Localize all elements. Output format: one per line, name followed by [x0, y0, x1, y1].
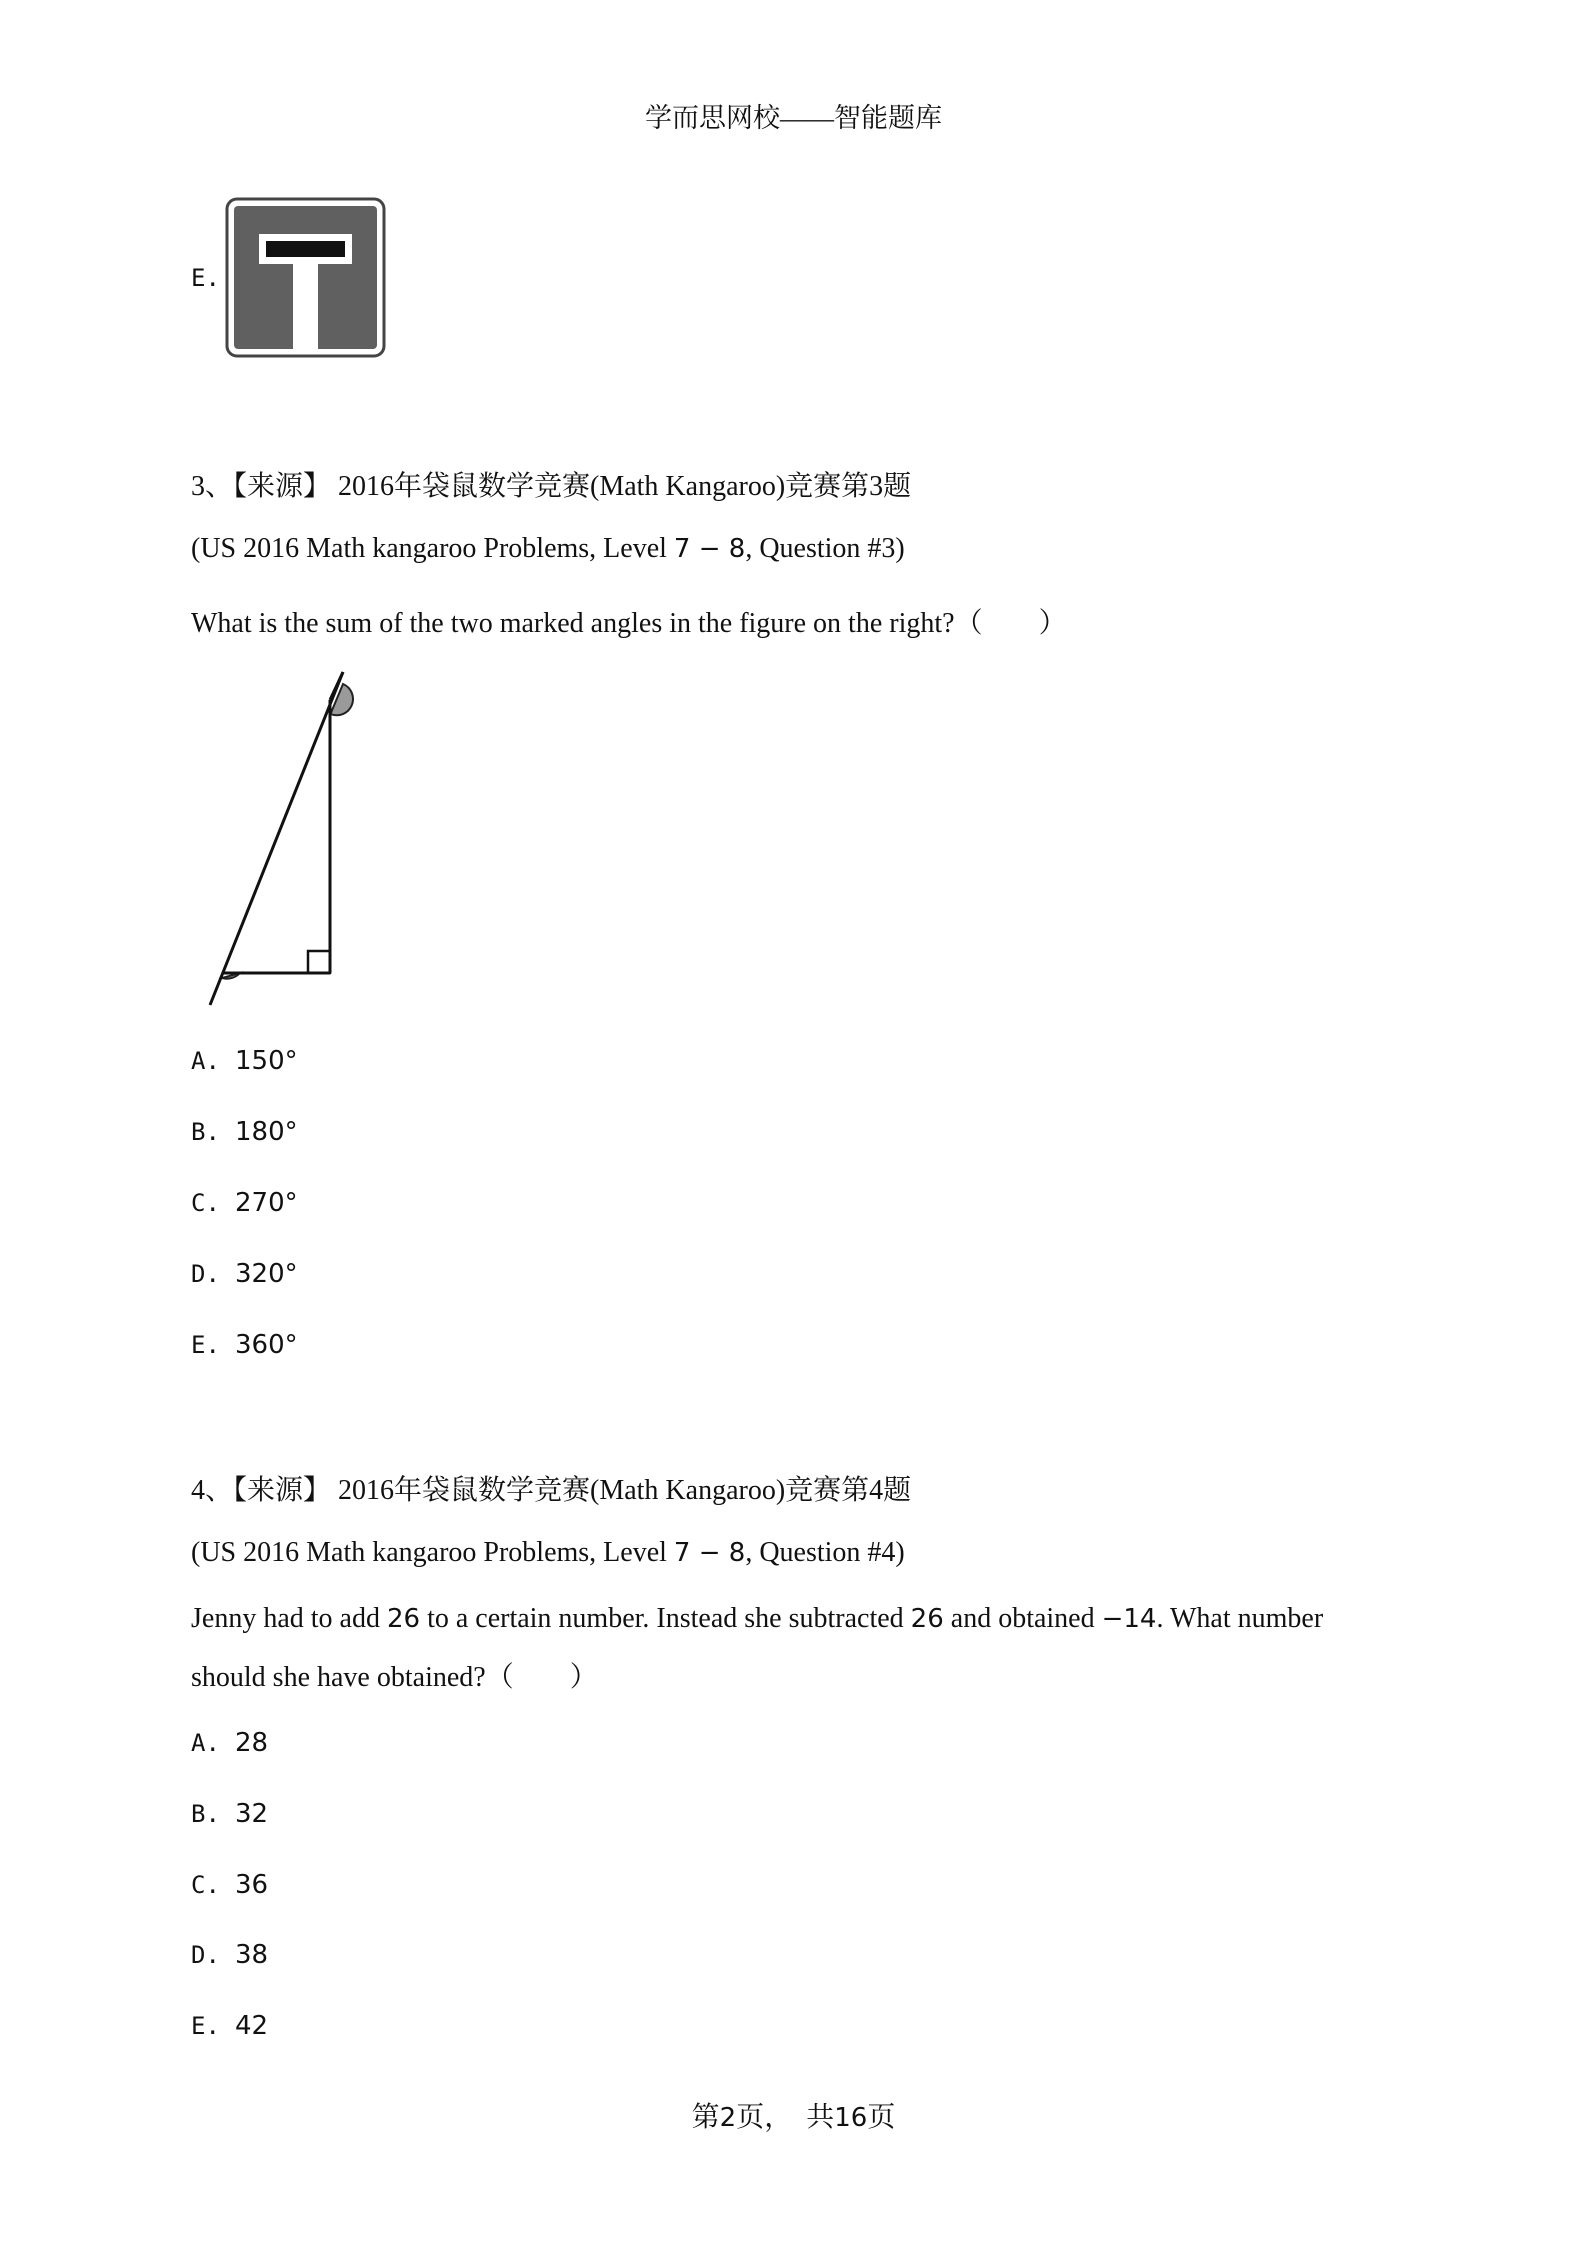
q4-ref-prefix: (US 2016 Math kangaroo Problems, Level: [191, 1537, 674, 1568]
q4-text: Jenny had to add: [191, 1603, 387, 1634]
q4-number: 26: [910, 1604, 944, 1634]
q4-ref-suffix: , Question #4): [745, 1537, 905, 1568]
q4-option-e: [191, 2010, 268, 2042]
footer-text: 页: [867, 2102, 896, 2133]
option-value: 320°: [235, 1259, 298, 1289]
q3-option-c: [191, 1187, 298, 1219]
option-letter: A.: [191, 1729, 220, 1757]
footer-text: 页， 共: [736, 2102, 835, 2133]
q4-option-c: [191, 1869, 268, 1901]
option-value: 36: [235, 1870, 269, 1900]
q3-ref-prefix: (US 2016 Math kangaroo Problems, Level: [191, 533, 674, 564]
page-footer: [0, 2095, 1587, 2135]
page-header-title: 学而思网校——智能题库: [645, 103, 942, 133]
option-letter: B.: [191, 1118, 220, 1146]
q3-source-line: 3、【来源】 2016年袋鼠数学竞赛(Math Kangaroo)竞赛第3题: [191, 471, 912, 502]
q4-text: . What number: [1156, 1603, 1324, 1634]
q3-option-b: [191, 1116, 298, 1148]
option-value: 360°: [235, 1330, 298, 1360]
q4-number: 26: [386, 1604, 421, 1634]
option-value: 150°: [235, 1046, 298, 1076]
option-letter: A.: [191, 1047, 220, 1075]
q3-option-d: [191, 1258, 298, 1290]
option-value: 38: [235, 1940, 269, 1970]
option-letter: B.: [191, 1800, 220, 1828]
t-shape-figure: [225, 197, 387, 359]
option-letter: E.: [191, 264, 220, 292]
option-letter: C.: [191, 1871, 220, 1899]
q4-number: −14: [1101, 1604, 1157, 1634]
q4-source-line: 4、【来源】 2016年袋鼠数学竞赛(Math Kangaroo)竞赛第4题: [191, 1475, 912, 1506]
q3-option-e: [191, 1329, 298, 1361]
footer-total-pages: 16: [834, 2103, 868, 2133]
q4-option-a: [191, 1727, 268, 1759]
q4-ref-level: 7 − 8: [673, 1538, 746, 1568]
option-letter: E.: [191, 1331, 220, 1359]
option-letter: D.: [191, 1260, 220, 1288]
q4-question-line1: [191, 1603, 1323, 1635]
q3-option-a: [191, 1045, 298, 1077]
q3-ref-level: 7 − 8: [673, 534, 746, 564]
q4-question-line2: should she have obtained?（ ）: [191, 1662, 598, 1693]
option-value: 32: [235, 1799, 269, 1829]
q4-reference: [191, 1537, 905, 1569]
q4-option-d: [191, 1939, 268, 1971]
q3-ref-suffix: , Question #3): [745, 533, 905, 564]
q4-option-b: [191, 1798, 268, 1830]
option-value: 270°: [235, 1188, 298, 1218]
q3-reference: [191, 533, 905, 565]
option-letter: E.: [191, 2012, 220, 2040]
q3-question: What is the sum of the two marked angles in the figure on the right?（ ）: [191, 608, 1067, 639]
q4-text: and obtained: [943, 1603, 1102, 1634]
option-value: 42: [235, 2011, 269, 2041]
footer-page-number: 2: [719, 2103, 737, 2133]
option-value: 180°: [235, 1117, 298, 1147]
option-value: 28: [235, 1728, 269, 1758]
footer-text: 第: [691, 2102, 720, 2133]
option-letter: C.: [191, 1189, 220, 1217]
right-triangle-figure: [200, 660, 360, 1012]
option-letter: D.: [191, 1941, 220, 1969]
q4-text: to a certain number. Instead she subtracted: [420, 1603, 911, 1634]
